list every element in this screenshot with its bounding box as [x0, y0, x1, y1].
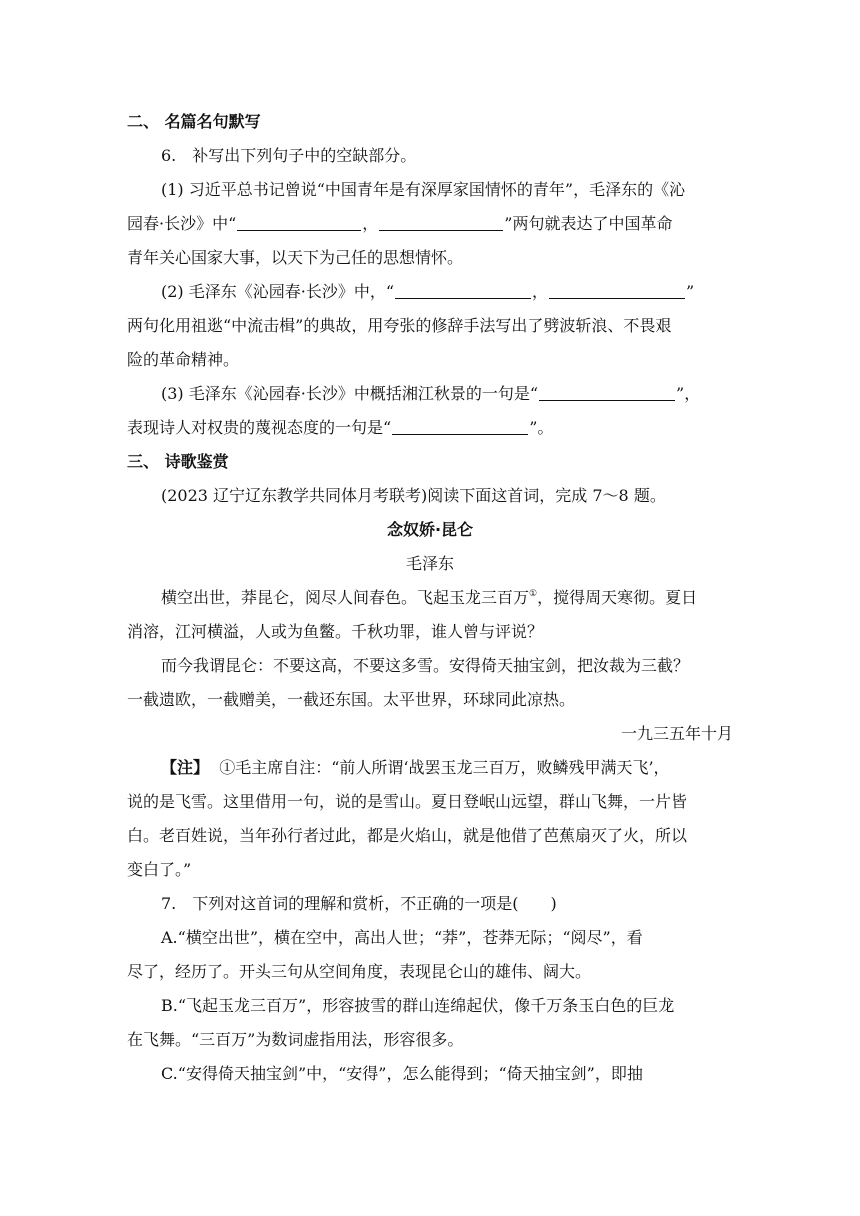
q6-part3-line1 [161, 383, 700, 405]
q6-part1-line2 [127, 213, 672, 235]
fill-blank[interactable] [392, 418, 528, 435]
option-b-line-1: B.“飞起玉龙三百万”，形容披雪的群山连绵起伏，像千万条玉白色的巨龙 [161, 996, 675, 1015]
poem-date: 一九三五年十月 [620, 724, 733, 743]
text: ， [362, 214, 379, 233]
poem-line-2: 消溶，江河横溢，人或为鱼鳖。千秋功罪，谁人曾与评说？ [127, 622, 544, 641]
text: 园春·长沙》中“ [127, 214, 237, 233]
q6-part1-line3: 青年关心国家大事，以天下为己任的思想情怀。 [127, 248, 464, 267]
note-line-2: 说的是飞雪。这里借用一句，说的是雪山。夏日登岷山远望，群山飞舞，一片皆 [127, 792, 688, 811]
text: ”两句就表达了中国革命 [504, 214, 673, 233]
text: 表现诗人对权贵的蔑视态度的一句是“ [127, 418, 392, 437]
text: (2) 毛泽东《沁园春·长沙》中，“ [161, 282, 395, 301]
fill-blank[interactable] [237, 214, 361, 231]
question-7: 7. 下列对这首词的理解和赏析，不正确的一项是( ) [161, 894, 557, 913]
option-a-line-1: A.“横空出世”，横在空中，高出人世；“莽”，苍莽无际；“阅尽”，看 [161, 928, 643, 947]
q6-part1-line1: (1) 习近平总书记曾说“中国青年是有深厚家国情怀的青年”，毛泽东的《沁 [161, 180, 686, 199]
text: ①毛主席自注：“前人所谓‘战罢玉龙三百万，败鳞残甲满天飞’， [219, 758, 670, 777]
fill-blank[interactable] [539, 384, 675, 401]
footnote-mark: ① [529, 589, 538, 599]
poem-line-3: 而今我谓昆仑：不要这高，不要这多雪。安得倚天抽宝剑，把汝裁为三截？ [161, 656, 690, 675]
fill-blank[interactable] [395, 282, 531, 299]
text: 横空出世，莽昆仑，阅尽人间春色。飞起玉龙三百万 [161, 588, 530, 607]
poem-line-4: 一截遗欧，一截赠美，一截还东国。太平世界，环球同此凉热。 [127, 690, 576, 709]
text: ”， [676, 384, 701, 403]
question-6: 6. 补写出下列句子中的空缺部分。 [161, 146, 417, 165]
text: ，搅得周天寒彻。夏日 [537, 588, 698, 607]
option-a-line-2: 尽了，经历了。开头三句从空间角度，表现昆仑山的雄伟、阔大。 [127, 962, 592, 981]
note-label: 【注】 [161, 758, 210, 777]
text: (3) 毛泽东《沁园春·长沙》中概括湘江秋景的一句是“ [161, 384, 539, 403]
poem-line-1 [161, 587, 697, 609]
poem-author: 毛泽东 [405, 554, 454, 573]
note-line-3: 白。老百姓说，当年孙行者过此，都是火焰山，就是他借了芭蕉扇灭了火，所以 [127, 826, 688, 845]
poem-intro: (2023 辽宁辽东教学共同体月考联考)阅读下面这首词，完成 7～8 题。 [161, 486, 666, 505]
q6-part2-line1 [161, 281, 694, 303]
poem-title: 念奴娇·昆仑 [386, 520, 474, 539]
section-3-title: 三、 诗歌鉴赏 [127, 452, 229, 471]
fill-blank[interactable] [549, 282, 685, 299]
text: ， [532, 282, 549, 301]
option-b-line-2: 在飞舞。“三百万”为数词虚指用法，形容很多。 [127, 1030, 464, 1049]
note-line-4: 变白了。” [127, 860, 192, 879]
text: ” [686, 282, 695, 301]
q6-part2-line3: 险的革命精神。 [127, 350, 240, 369]
option-c-line-1: C.“安得倚天抽宝剑”中，“安得”，怎么能得到；“倚天抽宝剑”，即抽 [161, 1064, 643, 1083]
fill-blank[interactable] [379, 214, 503, 231]
text: ”。 [529, 418, 554, 437]
q6-part3-line2 [127, 417, 553, 439]
section-2-title: 二、 名篇名句默写 [127, 112, 261, 131]
q6-part2-line2: 两句化用祖逖“中流击楫”的典故，用夸张的修辞手法写出了劈波斩浪、不畏艰 [127, 316, 672, 335]
note-line-1 [161, 757, 670, 779]
